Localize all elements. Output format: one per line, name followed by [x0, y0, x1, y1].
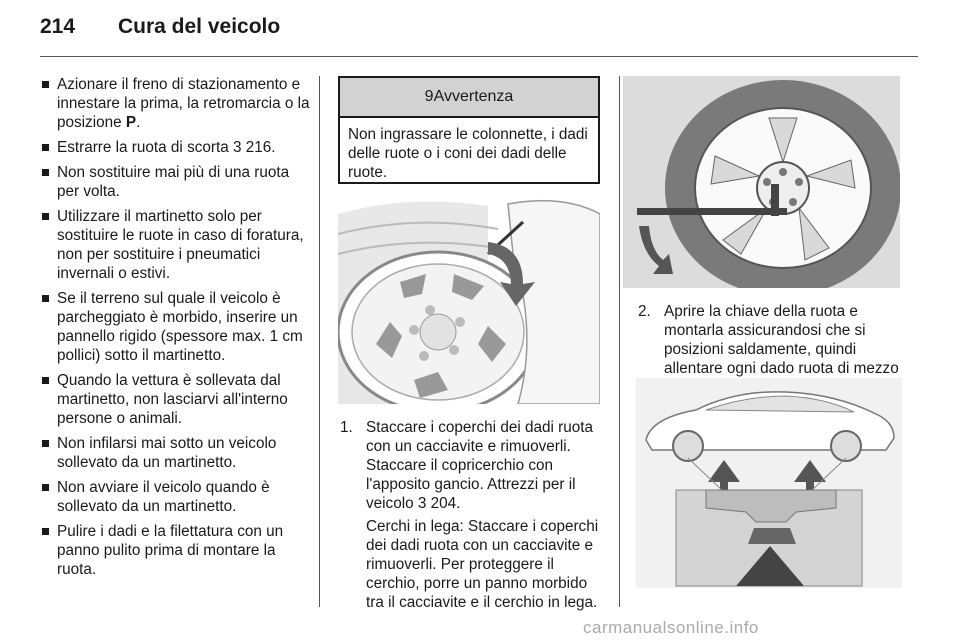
warning-title: Avvertenza	[433, 88, 514, 105]
jack-head	[748, 528, 796, 544]
bullet-item: Azionare il freno di stazionamento e innestare la prima, la retromarcia o la posizione P.	[40, 75, 312, 132]
hub-center	[420, 314, 456, 350]
watermark: carmanualsonline.info	[583, 618, 759, 637]
step-1	[340, 418, 602, 616]
header-rule	[40, 56, 918, 57]
wrench-handle	[637, 208, 787, 215]
step-text: Staccare i coperchi dei dadi ruota con un cacciavite e rimuoverli. Staccare il copricerchio con l'apposito gancio. Attrezzi per il veicolo 3 204.	[366, 419, 594, 512]
step-number: 2.	[638, 303, 651, 320]
bullet-item: Non infilarsi mai sotto un veicolo sollevato da un martinetto.	[40, 434, 312, 472]
bullet-item: Non avviare il veicolo quando è sollevato da un martinetto.	[40, 478, 312, 516]
rear-wheel	[831, 431, 861, 461]
bullet-item: Quando la vettura è sollevata dal martinetto, non lasciarvi all'interno persone o animali.	[40, 371, 312, 428]
warning-text: Non ingrassare le colonnette, i dadi delle ruote o i coni dei dadi delle ruote.	[348, 126, 588, 181]
front-wheel	[673, 431, 703, 461]
wheel-wrench-illustration	[623, 76, 900, 288]
step-text-alloy: Cerchi in lega: Staccare i coperchi dei dadi ruota con un cacciavite e rimuoverli. Per proteggere il cerchio, porre un panno morbido tra il cacciavite e il cerchio in lega.	[366, 518, 599, 611]
bullet-item: Se il terreno sul quale il veicolo è parcheggiato è morbido, inserire un pannello rigido (spessore max. 1 cm pollici) sotto il martinetto.	[40, 289, 312, 365]
warning-box	[338, 76, 600, 184]
step-text: Aprire la chiave della ruota e montarla assicurandosi che si posizioni saldamente, quindi allentare ogni dado ruota di mezzo	[664, 303, 899, 377]
warning-symbol-icon: 9	[424, 88, 434, 105]
hubcap-removal-illustration	[338, 194, 600, 404]
safety-instructions-list	[40, 75, 312, 585]
column-divider-1	[319, 76, 320, 607]
page-reference-link[interactable]: 3 216	[232, 139, 272, 156]
column-divider-2	[619, 76, 620, 607]
page-number: 214	[40, 15, 76, 38]
wrench-socket	[771, 184, 779, 216]
bullet-item: Estrarre la ruota di scorta 3 216.	[40, 138, 312, 157]
step-number: 1.	[340, 419, 353, 436]
page-title: Cura del veicolo	[118, 15, 281, 38]
bullet-item: Utilizzare il martinetto solo per sostituire le ruote in caso di foratura, non per sostituire i pneumatici invernali o estivi.	[40, 207, 312, 283]
bullet-item: Pulire i dadi e la filettatura con un panno pulito prima di montare la ruota.	[40, 522, 312, 579]
jack-positioning-illustration	[636, 378, 902, 588]
bullet-item: Non sostituire mai più di una ruota per volta.	[40, 163, 312, 201]
warning-header	[340, 78, 598, 118]
